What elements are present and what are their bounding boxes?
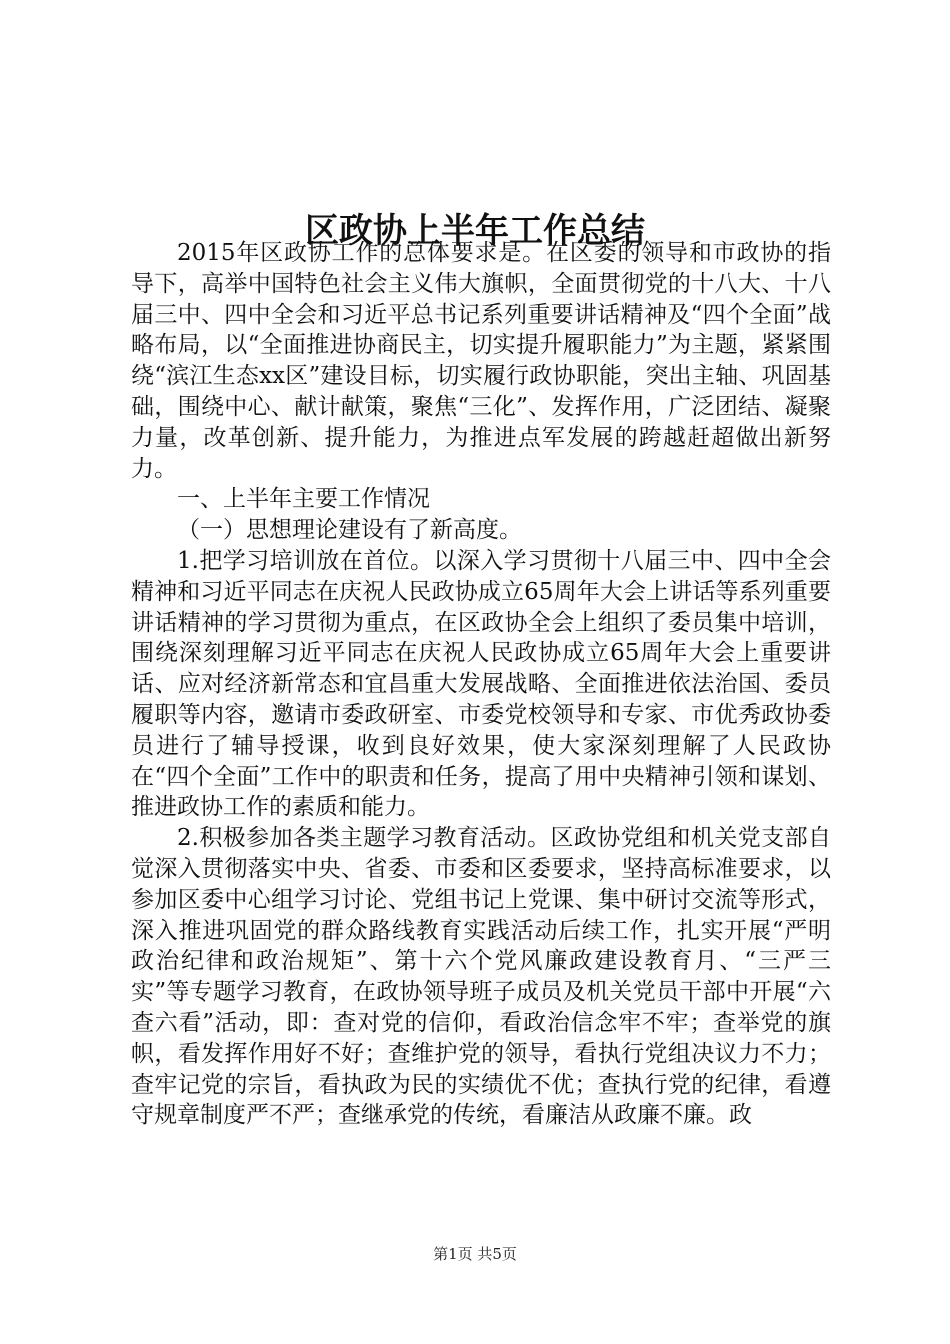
subsection-heading: （一）思想理论建设有了新高度。: [177, 517, 522, 544]
paragraph-intro: 2015年区政协工作的总体要求是。在区委的领导和市政协的指导下，高举中国特色社会主义伟大旗帜，全面贯彻党的十八大、十八届三中、四中全会和习近平总书记系列重要讲话精神及“四个全面”战略布局，以“全面推进协商民主，切实提升履职能力”为主题，紧紧围绕“滨江生态xx区”建设目标，切实履行政协职能，突出主轴、巩固基础，围绕中心、献计献策，聚焦“三化”、发挥作用，广泛团结、凝聚力量，改革创新、提升能力，为推进点军发展的跨越赶超做出新努力。: [131, 240, 831, 482]
paragraph-item-2: 2.积极参加各类主题学习教育活动。区政协党组和机关党支部自觉深入贯彻落实中央、省委、市委和区委要求，坚持高标准要求，以参加区委中心组学习讨论、党组书记上党课、集中研讨交流等形式，深入推进巩固党的群众路线教育实践活动后续工作，扎实开展“严明政治纪律和政治规矩”、第十六个党风廉政建设教育月、“三严三实”等专题学习教育，在政协领导班子成员及机关党员干部中开展“六查六看”活动，即：查对党的信仰，看政治信念牢不牢；查举党的旗帜，看发挥作用好不好；查维护党的领导，看执行党组决议力不力；查牢记党的宗旨，看执政为民的实绩优不优；查执行党的纪律，看遵守规章制度严不严；查继承党的传统，看廉洁从政廉不廉。政: [131, 825, 831, 1129]
document-body: [131, 238, 831, 1131]
paragraph-item-1: 1.把学习培训放在首位。以深入学习贯彻十八届三中、四中全会精神和习近平同志在庆祝人民政协成立65周年大会上讲话等系列重要讲话精神的学习贯彻为重点，在区政协全会上组织了委员集中培训，围绕深刻理解习近平同志在庆祝人民政协成立65周年大会上重要讲话、应对经济新常态和宜昌重大发展战略、全面推进依法治国、委员履职等内容，邀请市委政研室、市委党校领导和专家、市优秀政协委员进行了辅导授课，收到良好效果，使大家深刻理解了人民政协在“四个全面”工作中的职责和任务，提高了用中央精神引领和谋划、推进政协工作的素质和能力。: [131, 547, 831, 821]
page-footer: 第1页 共5页: [433, 1245, 517, 1263]
document-title: 区政协上半年工作总结: [305, 210, 645, 251]
section-heading: 一、上半年主要工作情况: [177, 486, 430, 513]
